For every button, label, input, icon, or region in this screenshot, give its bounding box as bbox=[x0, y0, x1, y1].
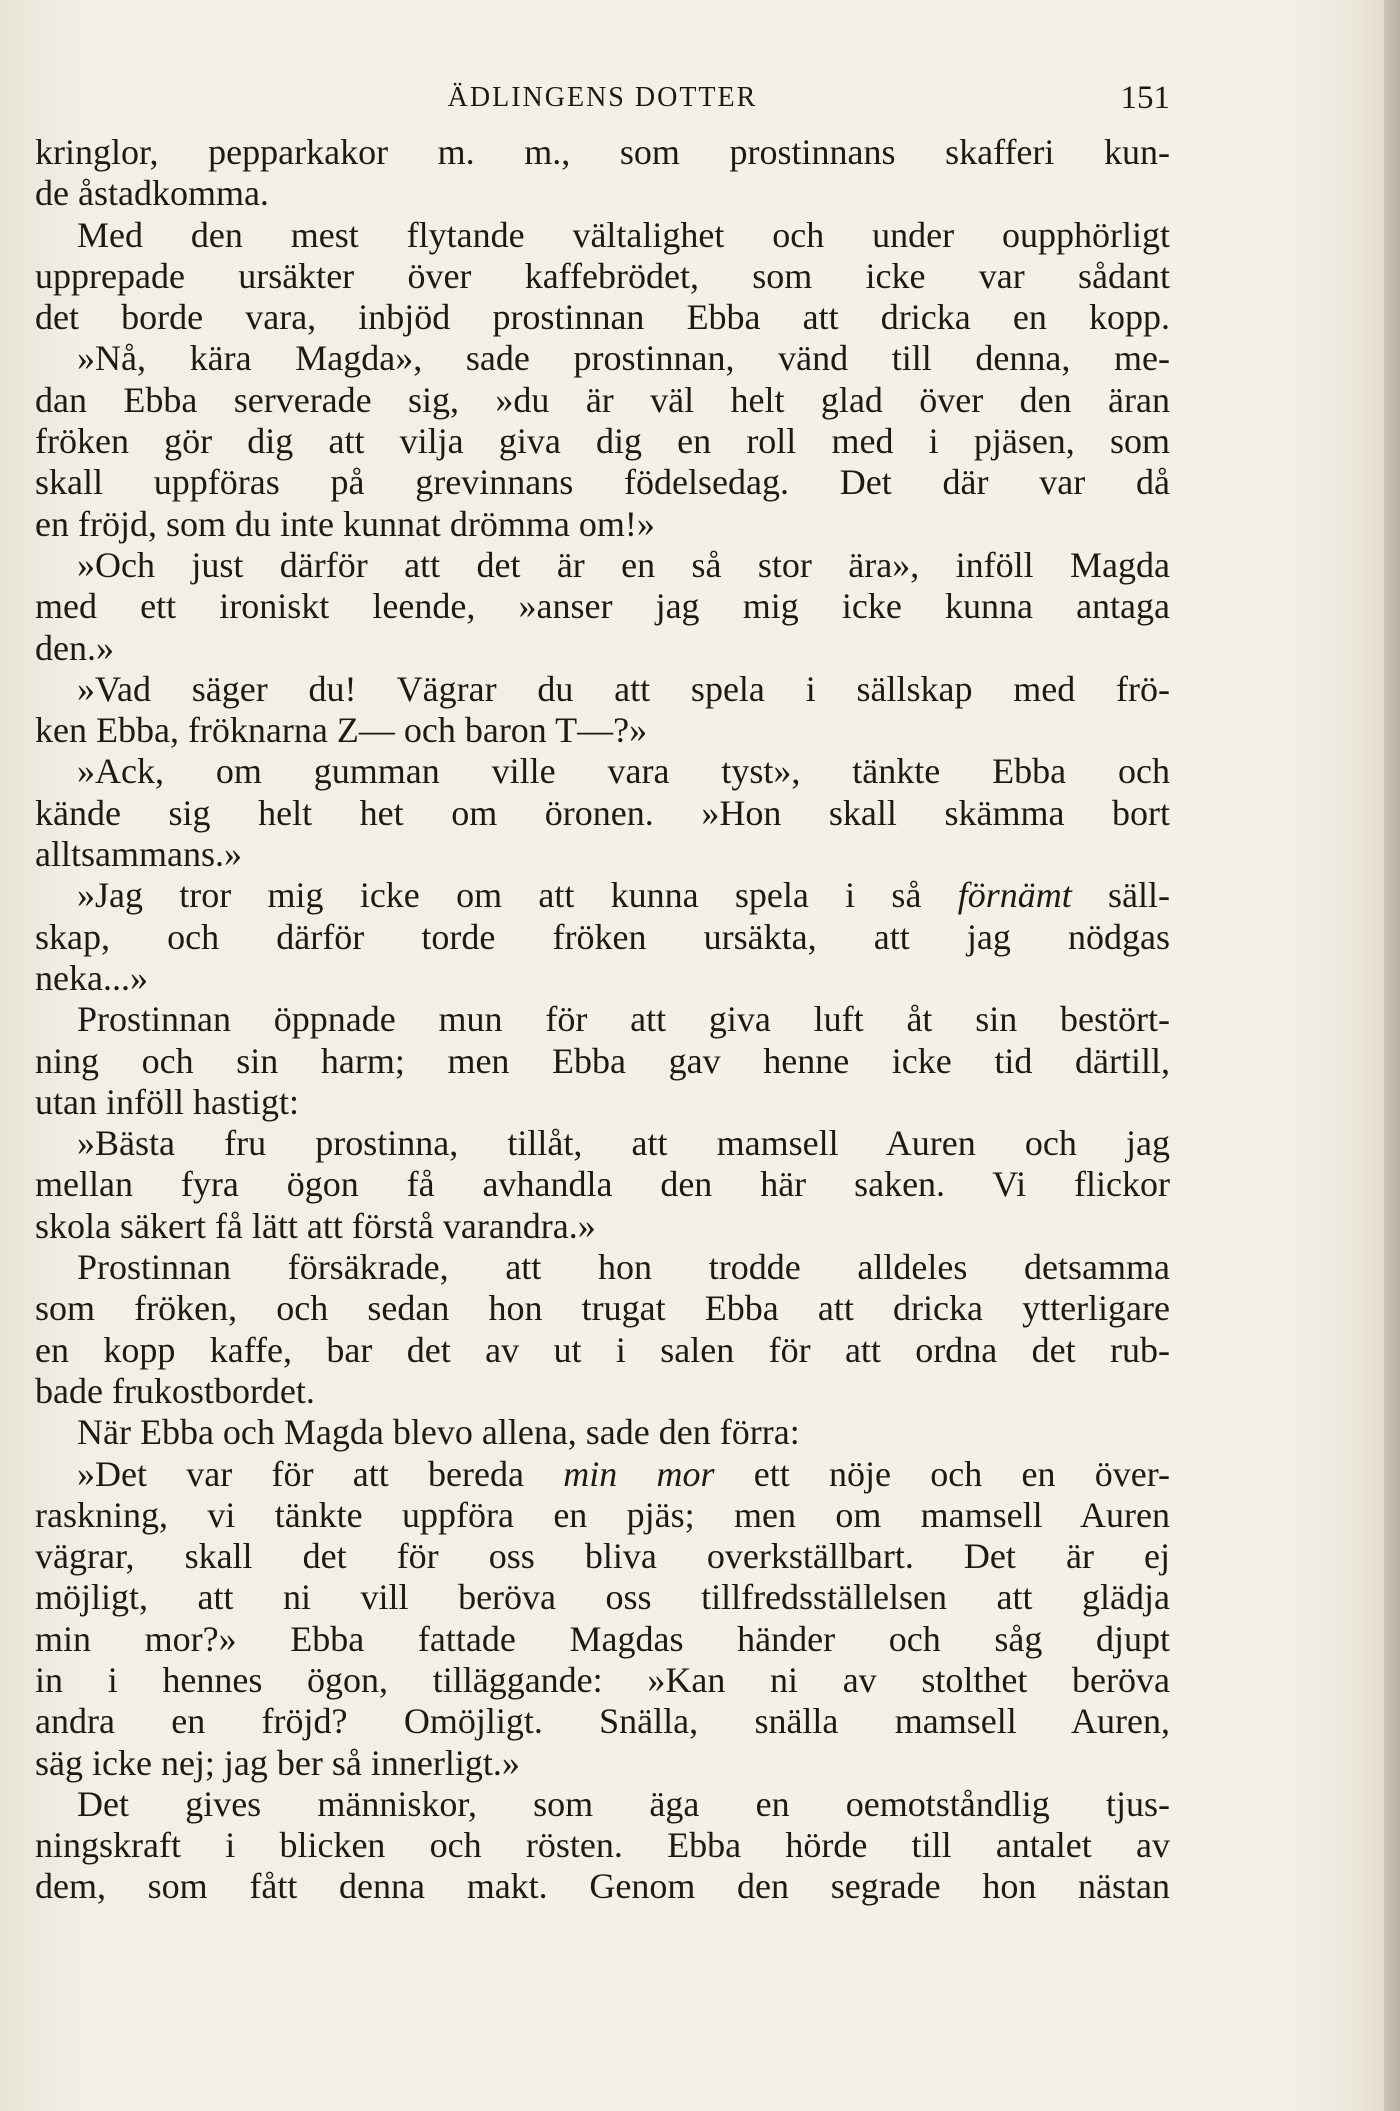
line-text: dan Ebba serverade sig, »du är väl helt glad över den äran bbox=[35, 379, 1170, 420]
line-text: den.» bbox=[35, 627, 114, 668]
text-line bbox=[35, 421, 1170, 462]
line-text: bade frukostbordet. bbox=[35, 1370, 315, 1411]
text-line bbox=[35, 215, 1170, 256]
line-text: alltsammans.» bbox=[35, 834, 242, 875]
text-line bbox=[35, 545, 1170, 586]
text-line bbox=[35, 1743, 1170, 1784]
line-text: möjligt, att ni vill beröva oss tillfredsställelsen att glädja bbox=[35, 1577, 1170, 1618]
line-text: raskning, vi tänkte uppföra en pjäs; men om mamsell Auren bbox=[35, 1494, 1170, 1535]
text-line bbox=[35, 1866, 1170, 1907]
line-text: det borde vara, inbjöd prostinnan Ebba att dricka en kopp. bbox=[35, 297, 1170, 338]
emphasized-text: min mor bbox=[563, 1453, 715, 1494]
line-text: som fröken, och sedan hon trugat Ebba att dricka ytterligare bbox=[35, 1288, 1170, 1329]
line-text: Med den mest flytande vältalighet och under oupphörligt bbox=[77, 214, 1170, 255]
text-line bbox=[35, 297, 1170, 338]
line-text: de åstadkomma. bbox=[35, 173, 269, 214]
text-line bbox=[35, 1701, 1170, 1742]
text-line bbox=[35, 793, 1170, 834]
text-line bbox=[35, 1495, 1170, 1536]
page-header bbox=[35, 78, 1170, 118]
text-line bbox=[35, 751, 1170, 792]
text-line bbox=[35, 504, 1170, 545]
line-text: min mor?» Ebba fattade Magdas händer och såg djupt bbox=[35, 1618, 1170, 1659]
body-text bbox=[35, 132, 1170, 1908]
emphasized-text: förnämt bbox=[957, 875, 1072, 916]
text-line bbox=[35, 669, 1170, 710]
line-text: ningskraft i blicken och rösten. Ebba hörde till antalet av bbox=[35, 1825, 1170, 1866]
page-number: 151 bbox=[1120, 80, 1170, 116]
line-text: en kopp kaffe, bar det av ut i salen för att ordna det rub- bbox=[35, 1329, 1170, 1370]
line-text: ken Ebba, fröknarna Z— och baron T—?» bbox=[35, 710, 648, 751]
text-line bbox=[35, 834, 1170, 875]
line-text: Det gives människor, som äga en oemotståndlig tjus- bbox=[77, 1783, 1170, 1824]
text-line bbox=[35, 1412, 1170, 1453]
line-text: andra en fröjd? Omöjligt. Snälla, snälla mamsell Auren, bbox=[35, 1701, 1170, 1742]
line-text: »Och just därför att det är en så stor ära», inföll Magda bbox=[77, 544, 1170, 585]
running-title: ÄDLINGENS DOTTER bbox=[447, 82, 758, 113]
line-text: kände sig helt het om öronen. »Hon skall skämma bort bbox=[35, 792, 1170, 833]
line-text: ning och sin harm; men Ebba gav henne icke tid därtill, bbox=[35, 1040, 1170, 1081]
text-line bbox=[35, 875, 1170, 916]
line-text: kringlor, pepparkakor m. m., som prostinnans skafferi kun- bbox=[35, 132, 1170, 172]
line-text: »Jag tror mig icke om att kunna spela i så bbox=[77, 875, 958, 916]
text-line bbox=[35, 1577, 1170, 1618]
line-text: skall uppföras på grevinnans födelsedag. Det där var då bbox=[35, 462, 1170, 503]
text-line bbox=[35, 628, 1170, 669]
line-text-continued: ett nöje och en över- bbox=[714, 1453, 1170, 1494]
text-line bbox=[35, 710, 1170, 751]
text-line bbox=[35, 1164, 1170, 1205]
text-line bbox=[35, 1082, 1170, 1123]
text-line bbox=[35, 132, 1170, 173]
line-text: in i hennes ögon, tilläggande: »Kan ni av stolthet beröva bbox=[35, 1659, 1170, 1700]
text-line bbox=[35, 1288, 1170, 1329]
line-text: en fröjd, som du inte kunnat drömma om!» bbox=[35, 503, 655, 544]
line-text: skap, och därför torde fröken ursäkta, att jag nödgas bbox=[35, 916, 1170, 957]
line-text: Prostinnan försäkrade, att hon trodde alldeles detsamma bbox=[77, 1247, 1170, 1288]
text-line bbox=[35, 1825, 1170, 1866]
line-text: med ett ironiskt leende, »anser jag mig icke kunna antaga bbox=[35, 586, 1170, 627]
line-text: Prostinnan öppnade mun för att giva luft åt sin bestört- bbox=[77, 999, 1170, 1040]
text-line bbox=[35, 380, 1170, 421]
line-text: upprepade ursäkter över kaffebrödet, som icke var sådant bbox=[35, 255, 1170, 296]
line-text: dem, som fått denna makt. Genom den segrade hon nästan bbox=[35, 1866, 1170, 1907]
line-text: mellan fyra ögon få avhandla den här saken. Vi flickor bbox=[35, 1164, 1170, 1205]
line-text: neka...» bbox=[35, 957, 148, 998]
text-line bbox=[35, 1619, 1170, 1660]
text-line bbox=[35, 917, 1170, 958]
text-line bbox=[35, 1784, 1170, 1825]
text-line bbox=[35, 1123, 1170, 1164]
text-line bbox=[35, 999, 1170, 1040]
text-line bbox=[35, 338, 1170, 379]
page-edge-shadow bbox=[1384, 0, 1400, 2111]
text-line bbox=[35, 462, 1170, 503]
line-text: »Nå, kära Magda», sade prostinnan, vänd till denna, me- bbox=[77, 338, 1170, 379]
line-text: vägrar, skall det för oss bliva overkställbart. Det är ej bbox=[35, 1536, 1170, 1577]
text-line bbox=[35, 173, 1170, 214]
line-text: När Ebba och Magda blevo allena, sade den förra: bbox=[77, 1412, 800, 1453]
text-line bbox=[35, 1330, 1170, 1371]
line-text: skola säkert få lätt att förstå varandra.» bbox=[35, 1205, 596, 1246]
text-line bbox=[35, 256, 1170, 297]
text-line bbox=[35, 1247, 1170, 1288]
line-text: utan inföll hastigt: bbox=[35, 1081, 299, 1122]
text-line bbox=[35, 1371, 1170, 1412]
text-line bbox=[35, 1454, 1170, 1495]
text-line bbox=[35, 586, 1170, 627]
line-text-continued: säll- bbox=[1071, 875, 1170, 916]
text-line bbox=[35, 958, 1170, 999]
text-line bbox=[35, 1041, 1170, 1082]
text-line bbox=[35, 1206, 1170, 1247]
line-text: säg icke nej; jag ber så innerligt.» bbox=[35, 1742, 520, 1783]
line-text: »Bästa fru prostinna, tillåt, att mamsell Auren och jag bbox=[77, 1123, 1170, 1164]
line-text: »Vad säger du! Vägrar du att spela i sällskap med frö- bbox=[77, 668, 1170, 709]
line-text: fröken gör dig att vilja giva dig en roll med i pjäsen, som bbox=[35, 421, 1170, 462]
text-line bbox=[35, 1536, 1170, 1577]
line-text: »Det var för att bereda bbox=[77, 1453, 564, 1494]
line-text: »Ack, om gumman ville vara tyst», tänkte Ebba och bbox=[77, 751, 1170, 792]
text-line bbox=[35, 1660, 1170, 1701]
